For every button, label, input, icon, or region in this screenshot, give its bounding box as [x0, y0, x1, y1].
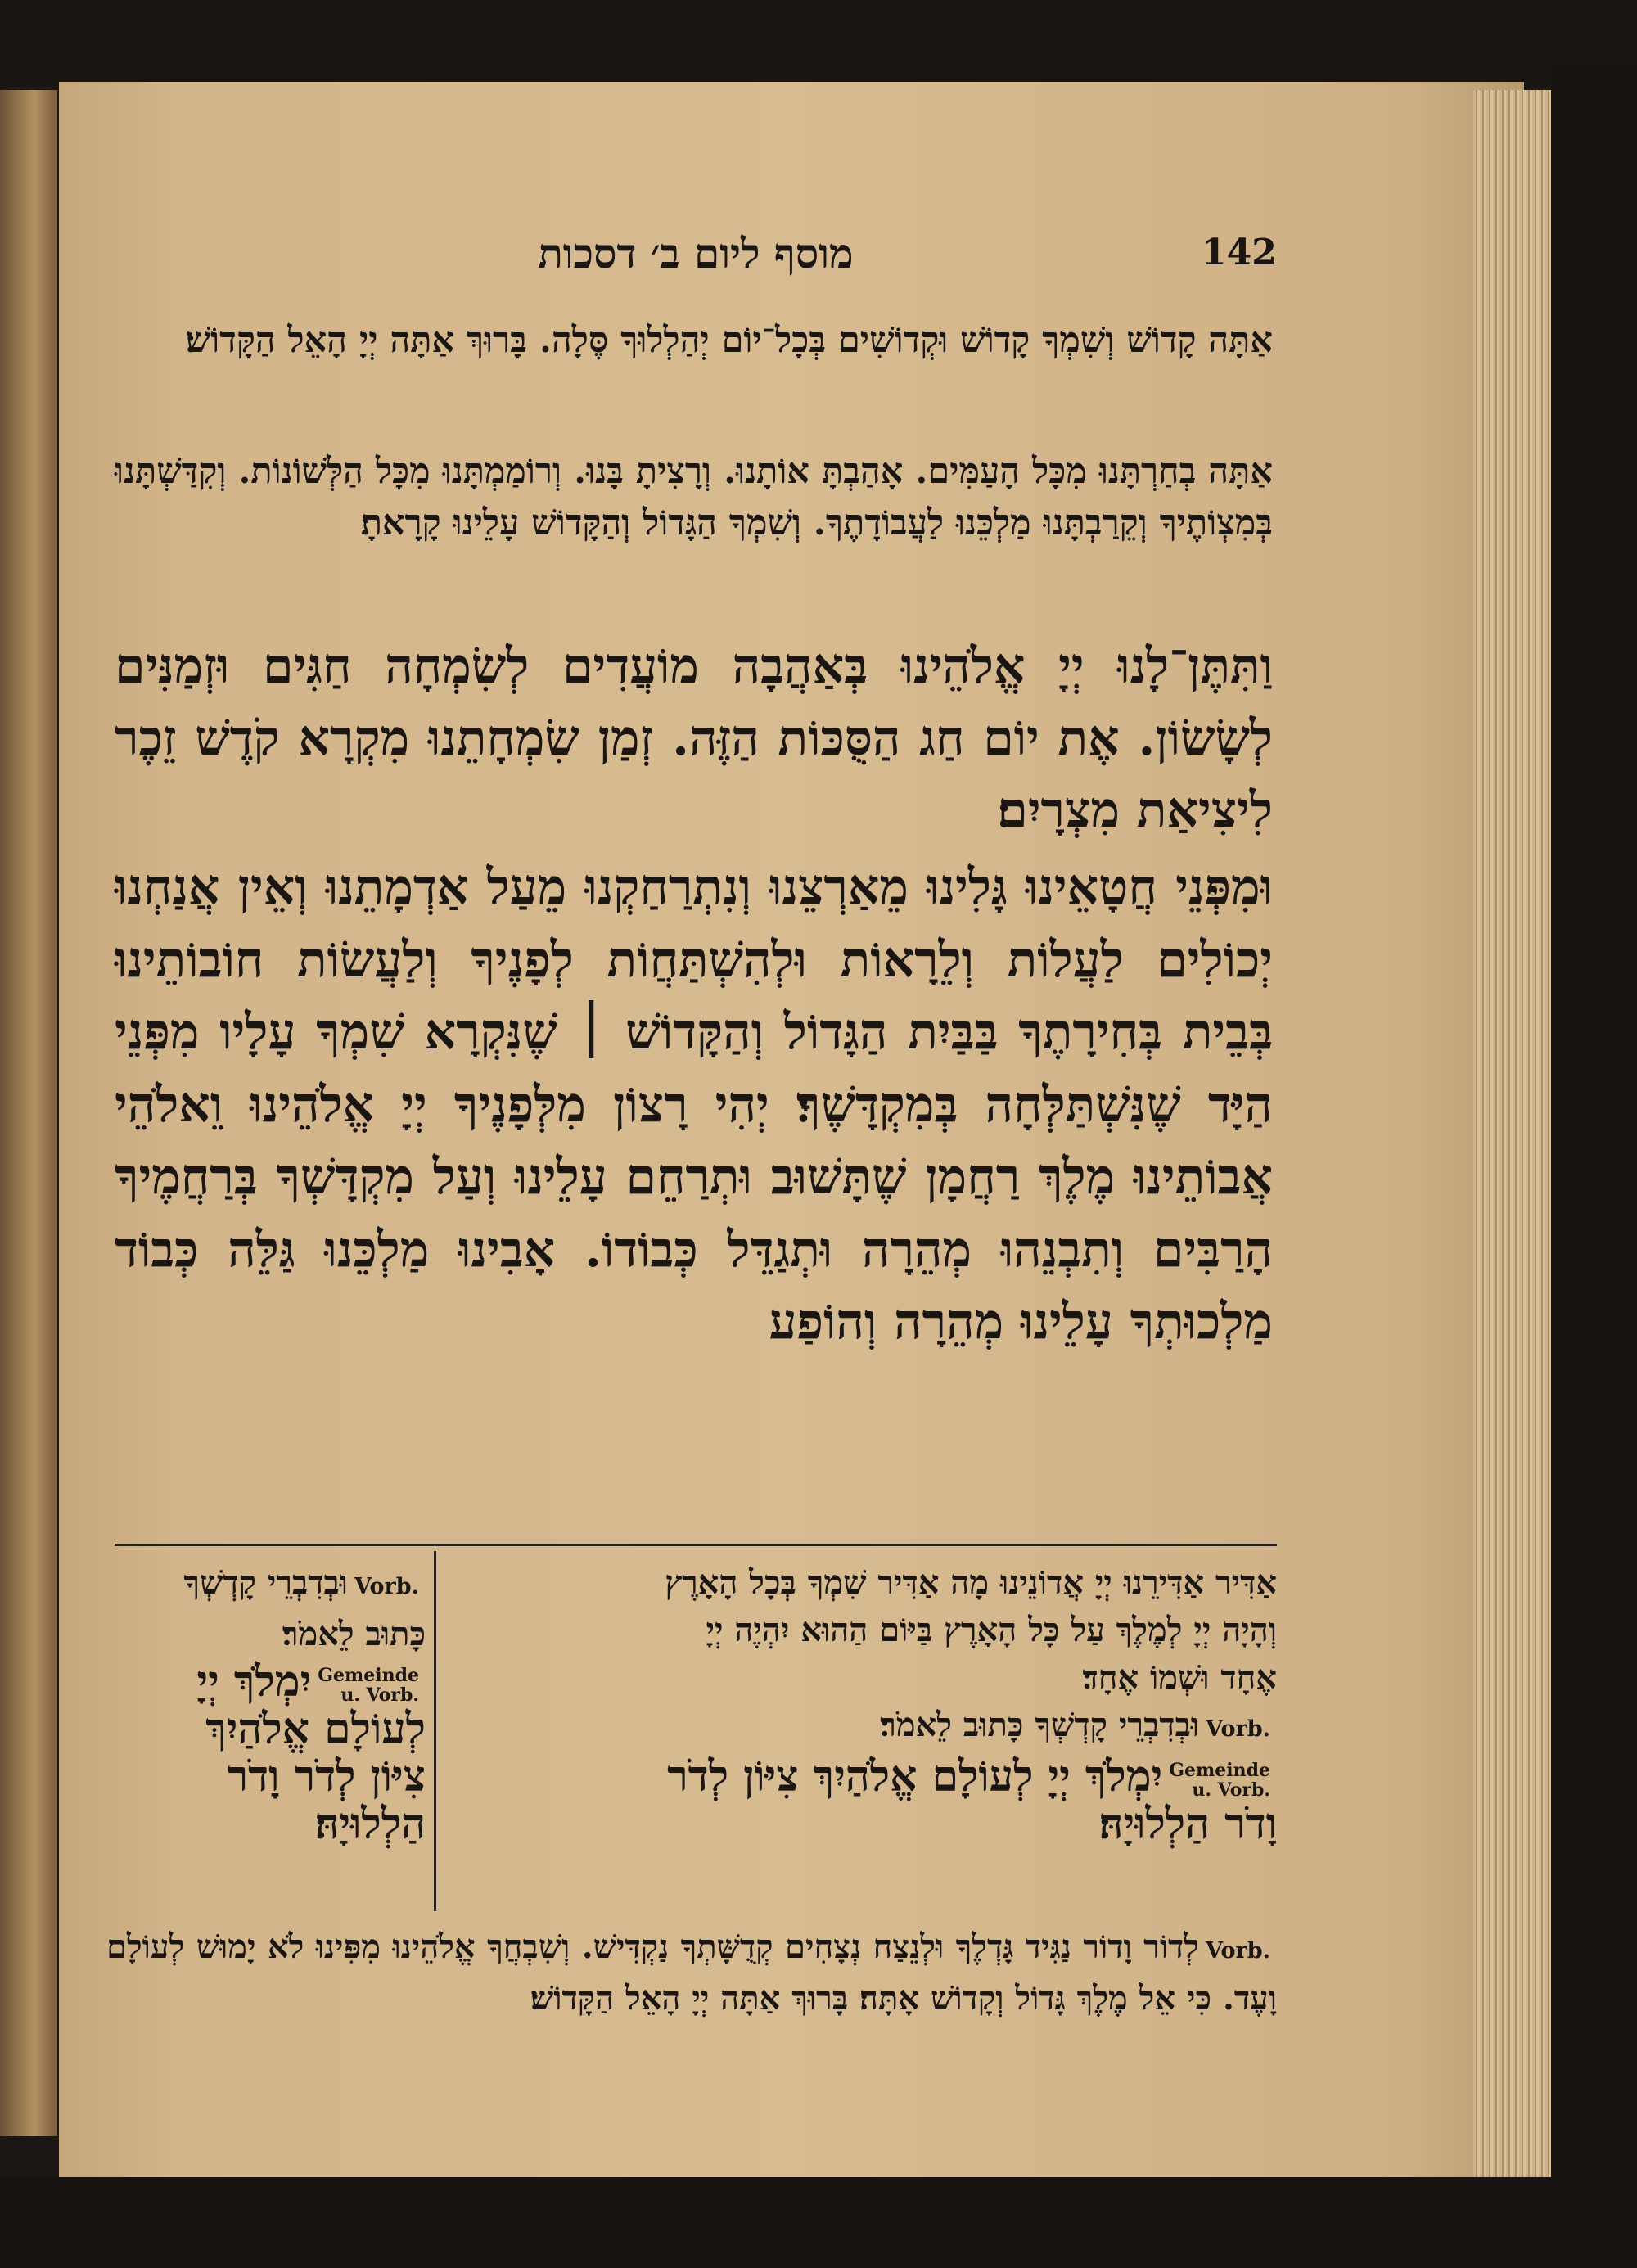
note-line: u. Vorb.	[340, 1684, 419, 1706]
speaker-note: Vorb.	[354, 1574, 419, 1599]
right-column-line: אַדִּיר אַדִּירֵנוּ יְיָ אֲדוֹנֵינוּ מָה אַדִּיר שִׁמְךָ בְּכָל הָאָרֶץ	[665, 1563, 1277, 1602]
left-column-line	[106, 1559, 426, 1611]
paragraph-3: וַתִּתֶּן־לָנוּ יְיָ אֱלֹהֵינוּ בְּאַהֲבָה מוֹעֲדִים לְשִׂמְחָה חַגִּים וּזְמַנִּים לְשָׂשׂוֹן. אֶת יוֹם חַג הַסֻּכּוֹת הַזֶּה. זְמַן שִׂמְחָתֵנוּ מִקְרָא קֹדֶשׁ זֵכֶר לִיצִיאַת מִצְרָיִם׃	[115, 638, 1273, 839]
right-column-line: אֶחָד וּשְׁמוֹ אֶחָד׃	[1082, 1658, 1277, 1697]
right-column-line: וְהָיָה יְיָ לְמֶלֶךְ עַל כָּל הָאָרֶץ בַּיּוֹם הַהוּא יִהְיֶה יְיָ	[706, 1611, 1277, 1649]
closing-paragraph	[106, 1923, 1277, 2022]
line-text: וּבְדִבְרֵי קָדְשְׁךָ	[183, 1563, 349, 1602]
right-column-line	[446, 1702, 1277, 1753]
left-column-line: צִיּוֹן לְדֹר וָדֹר	[227, 1752, 426, 1801]
speaker-note	[1169, 1761, 1270, 1800]
page-edges	[1473, 90, 1551, 2202]
paragraph-1: אַתָּה קָדוֹשׁ וְשִׁמְךָ קָדוֹשׁ וּקְדוֹשִׁים בְּכָל־יוֹם יְהַלְלוּךָ סֶּלָה. בָּרוּךְ אַתָּה יְיָ הָאֵל הַקָּדוֹשׁ׃	[185, 320, 1273, 361]
left-column-line: לְעוֹלָם אֱלֹהַיִךְ	[205, 1704, 426, 1754]
left-column-line: הַלְלוּיָהּ׃	[314, 1799, 426, 1849]
left-column-line: כָּתוּב לֵאמֹר׃	[282, 1615, 426, 1653]
speaker-note: Vorb.	[1206, 1938, 1270, 1964]
right-column	[446, 1559, 1277, 1848]
left-column-line	[106, 1658, 426, 1706]
horizontal-rule	[115, 1544, 1277, 1546]
note-line: Gemeinde	[318, 1664, 419, 1686]
speaker-note: Vorb.	[1206, 1716, 1270, 1742]
line-text: יִמְלֹךְ יְיָ לְעוֹלָם אֱלֹהַיִךְ צִיּוֹן לְדֹר	[667, 1752, 1163, 1801]
line-text: יִמְלֹךְ יְיָ	[196, 1657, 312, 1707]
cover-bottom	[0, 2177, 1637, 2268]
left-column	[106, 1559, 426, 1848]
paragraph-4: וּמִפְּנֵי חֲטָאֵינוּ גָּלִינוּ מֵאַרְצֵנוּ וְנִתְרַחַקְנוּ מֵעַל אַדְמָתֵנוּ וְאֵין אֲנַחְנוּ יְכוֹלִים לַעֲלוֹת וְלֵרָאוֹת וּלְהִשְׁתַּחֲוֹת לְפָנֶיךָ וְלַעֲשׂוֹת חוֹבוֹתֵינוּ בְּבֵית בְּחִירָתֶךָ בַּבַּיִת הַגָּדוֹל וְהַקָּדוֹשׁ ׀ שֶׁנִּקְרָא שִׁמְךָ עָלָיו מִפְּנֵי הַיָּד שֶׁנִּשְׁתַּלְּחָה בְּמִקְדָּשֶׁךָ׃ יְהִי רָצוֹן מִלְּפָנֶיךָ יְיָ אֱלֹהֵינוּ וֵאלֹהֵי אֲבוֹתֵינוּ מֶלֶךְ רַחֲמָן שֶׁתָּשׁוּב וּתְרַחֵם עָלֵינוּ וְעַל מִקְדָּשְׁךָ בְּרַחֲמֶיךָ הָרַבִּים וְתִבְנֵהוּ מְהֵרָה וּתְגַדֵּל כְּבוֹדוֹ. אָבִינוּ מַלְכֵּנוּ גַּלֵּה כְּבוֹד מַלְכוּתְךָ עָלֵינוּ מְהֵרָה וְהוֹפַע	[115, 859, 1273, 1350]
cover-top	[0, 0, 1637, 86]
line-text: וּבְדִבְרֵי קָדְשְׁךָ כָּתוּב לֵאמֹר׃	[880, 1706, 1200, 1744]
page-title: מוסף ליום ב׳ דסכות	[538, 229, 854, 277]
closing-text: לְדוֹר וָדוֹר נַגִּיד גָּדְלֶךָ וּלְנֵצַח נְצָחִים קְדֻשָּׁתְךָ נַקְדִּישׁ. וְשִׁבְחֲךָ אֱלֹהֵינוּ מִפִּינוּ לֹא יָמוּשׁ לְעוֹלָם וָעֶד. כִּי אֵל מֶלֶךְ גָּדוֹל וְקָדוֹשׁ אָתָּה׃ בָּרוּךְ אַתָּה יְיָ הָאֵל הַקָּדוֹשׁ׃	[106, 1928, 1277, 2018]
facing-page-edge	[0, 90, 57, 2136]
cover-right	[1551, 65, 1637, 2234]
column-divider	[434, 1551, 436, 1911]
note-line: Gemeinde	[1169, 1759, 1270, 1781]
note-line: u. Vorb.	[1192, 1779, 1270, 1801]
speaker-note	[318, 1666, 419, 1705]
page-number: 142	[1202, 232, 1277, 273]
right-column-line	[446, 1753, 1277, 1801]
paragraph-2: אַתָּה בְחַרְתָּנוּ מִכָּל הָעַמִּים. אָהַבְתָּ אוֹתָנוּ. וְרָצִיתָ בָּנוּ. וְרוֹמַמְתָּנוּ מִכָּל הַלְּשׁוֹנוֹת. וְקִדַּשְׁתָּנוּ בְּמִצְוֹתֶיךָ וְקֵרַבְתָּנוּ מַלְכֵּנוּ לַעֲבוֹדָתֶךָ. וְשִׁמְךָ הַגָּדוֹל וְהַקָּדוֹשׁ עָלֵינוּ קָרָאתָ׃	[115, 451, 1273, 543]
running-header	[115, 229, 1277, 295]
right-column-line: וָדֹר הַלְלוּיָהּ׃	[1098, 1799, 1277, 1849]
